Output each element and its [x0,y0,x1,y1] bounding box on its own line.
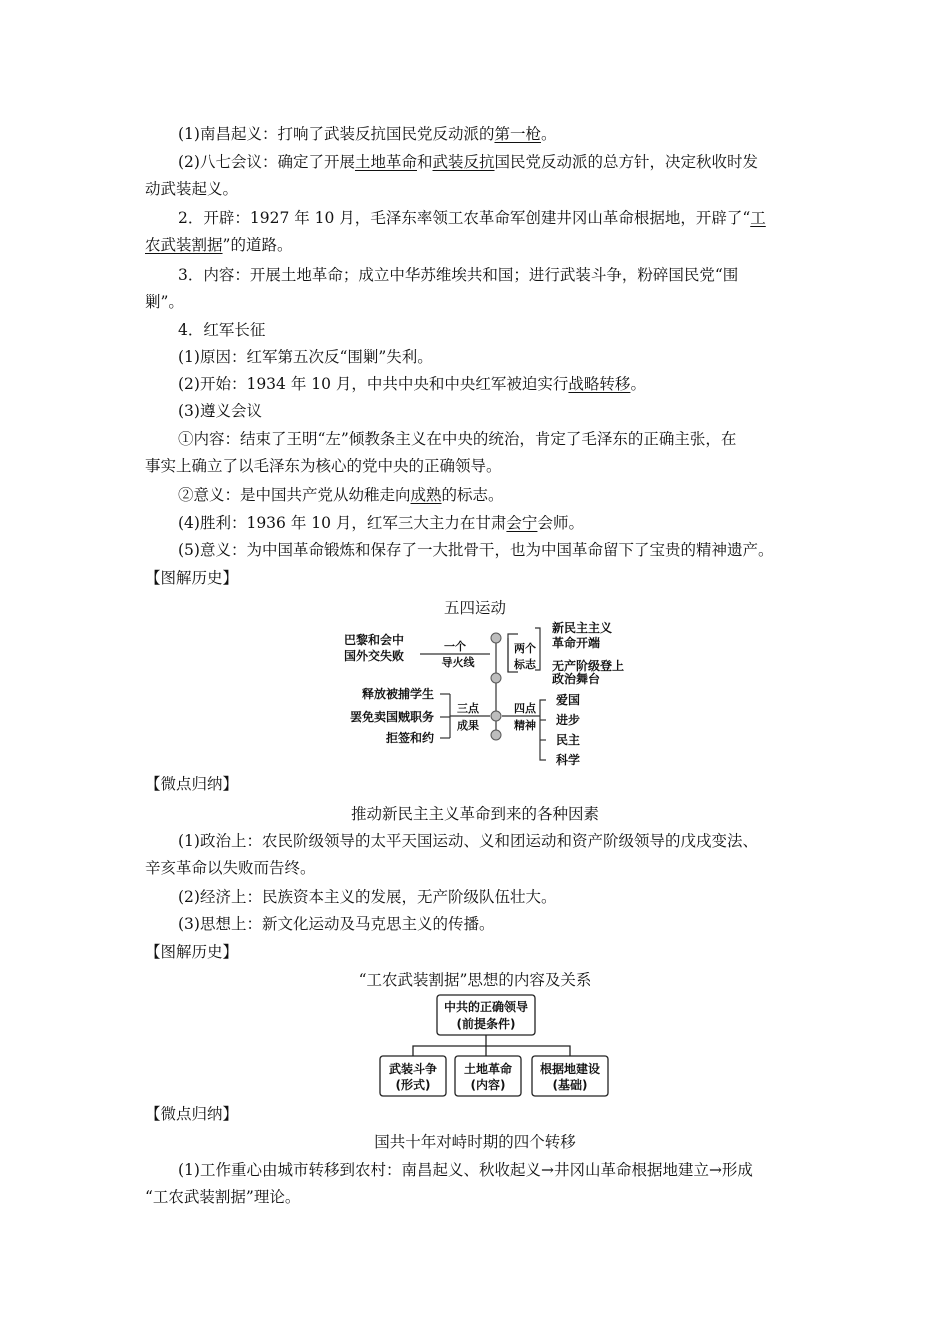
underlined-term: 农武装割据 [145,236,223,254]
fuse-label-top: 一个 [444,640,466,653]
cause-label-1: 巴黎和会中 [344,633,405,647]
text-span: 2．开辟：1927 年 10 月，毛泽东率领工农革命军创建井冈山革命根据地，开辟了“ [178,209,751,227]
section-title: 国共十年对峙时期的四个转移 [374,1133,576,1151]
fuse-label-bottom: 导火线 [441,656,475,669]
leadership-line2: (前提条件) [456,1017,516,1031]
text-line: 辛亥革命以失败而告终。 [145,859,316,877]
spirit-label-top: 四点 [514,702,536,715]
mark-label-top: 两个 [514,642,536,655]
text-line: (5)意义：为中国革命锻炼和保存了一大批骨干，也为中国革命留下了宝贵的精神遗产。 [178,541,774,559]
section-heading: 【微点归纳】 [145,1105,239,1123]
leadership-line1: 中共的正确领导 [443,1000,529,1014]
underlined-term: 成熟 [410,486,442,504]
text-line: ①内容：结束了王明“左”倾教条主义在中央的统治，肯定了毛泽东的正确主张，在 [178,430,737,448]
text-line: 动武装起义。 [145,180,239,198]
spirit-item: 爱国 [556,693,581,707]
box3-line2: (基础) [552,1078,588,1092]
armed-separatism-diagram [370,992,620,1100]
diagram-title: 五四运动 [443,599,506,617]
underlined-term: 第一枪 [494,125,541,143]
underlined-term: 工 [750,209,766,227]
underlined-term: 武装反抗 [432,153,495,171]
text-line [178,482,810,508]
text-span: 国民党反动派的总方针，决定秋收时发 [494,153,759,171]
underlined-term: 战略转移 [568,375,631,393]
underlined-term: 会宁 [506,514,538,532]
text-line [178,510,810,536]
diagram-title: “工农武装割据”思想的内容及关系 [358,971,592,989]
result-label-bottom: 成果 [457,719,479,732]
mark-label-bottom: 标志 [514,658,536,671]
text-span: (2)开始：1934 年 10 月，中共中央和中央红军被迫实行 [178,375,569,393]
mark2-line1: 无产阶级登上 [552,659,625,673]
may-fourth-diagram [340,620,640,770]
text-line: 4．红军长征 [178,321,266,339]
text-span: 的标志。 [441,486,504,504]
section-heading: 【图解历史】 [145,943,239,961]
text-line: (3)思想上：新文化运动及马克思主义的传播。 [178,915,495,933]
text-line: (1)政治上：农民阶级领导的太平天国运动、义和团运动和资产阶级领导的戊戌变法、 [178,832,758,850]
text-line: “工农武装割据”理论。 [145,1188,301,1206]
result-1: 释放被捕学生 [362,687,435,701]
text-line [178,149,810,175]
mark1-line1: 新民主主义 [552,621,613,635]
spirit-item: 进步 [556,713,581,727]
text-span: (4)胜利：1936 年 10 月，红军三大主力在甘肃 [178,514,507,532]
text-line: (1)工作重心由城市转移到农村：南昌起义、秋收起义→井冈山革命根据地建立→形成 [178,1161,753,1179]
text-line [178,371,810,397]
spirit-label-bottom: 精神 [514,719,536,732]
cause-label-2: 国外交失败 [344,649,405,663]
spirit-item: 民主 [556,733,581,747]
box2-line1: 土地革命 [463,1062,513,1076]
text-line: (3)遵义会议 [178,402,262,420]
text-span: (2)八七会议：确定了开展 [178,153,355,171]
text-span: 会师。 [537,514,584,532]
section-heading: 【微点归纳】 [145,775,239,793]
text-line: 事实上确立了以毛泽东为核心的党中央的正确领导。 [145,457,502,475]
text-span: ②意义：是中国共产党从幼稚走向 [178,486,411,504]
underlined-term: 土地革命 [354,153,417,171]
mark2-line2: 政治舞台 [552,672,601,686]
box2-line2: (内容) [470,1078,506,1092]
text-span: ”的道路。 [222,236,293,254]
box1-line1: 武装斗争 [388,1062,438,1076]
text-span: 和 [416,153,433,171]
text-span: 。 [630,375,646,393]
text-span: 。 [540,125,557,143]
text-line: 剿”。 [145,293,184,311]
text-line [178,205,810,231]
result-3: 拒签和约 [386,731,435,745]
section-heading: 【图解历史】 [145,569,239,587]
text-line [178,121,810,147]
text-line [145,232,810,258]
mark1-line2: 革命开端 [552,636,601,650]
box1-line2: (形式) [395,1078,431,1092]
text-line: 3．内容：开展土地革命；成立中华苏维埃共和国；进行武装斗争，粉碎国民党“围 [178,266,739,284]
text-line: (2)经济上：民族资本主义的发展，无产阶级队伍壮大。 [178,888,557,906]
box3-line1: 根据地建设 [539,1062,601,1076]
result-label-top: 三点 [457,702,479,715]
section-title: 推动新民主主义革命到来的各种因素 [350,805,599,823]
result-2: 罢免卖国贼职务 [350,710,435,724]
text-span: (1)南昌起义：打响了武装反抗国民党反动派的 [178,125,495,143]
spirit-item: 科学 [556,753,581,767]
text-line: (1)原因：红军第五次反“围剿”失利。 [178,348,433,366]
